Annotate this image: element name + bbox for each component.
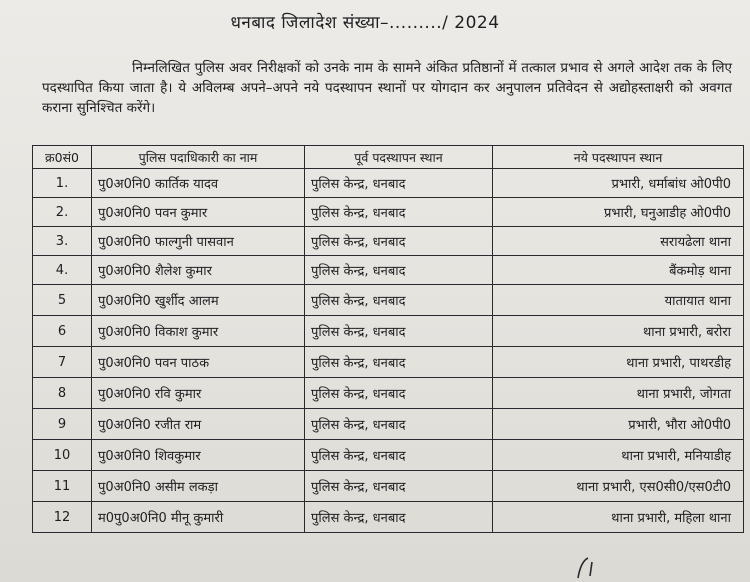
new-posting-cell: थाना प्रभारी, मनियाडीह — [493, 440, 744, 471]
order-paragraph — [42, 58, 732, 118]
serial-cell: 10 — [33, 440, 92, 471]
table-row — [33, 285, 744, 316]
table-row — [33, 316, 744, 347]
new-posting-cell: थाना प्रभारी, जोगता — [493, 378, 744, 409]
table-header-row — [33, 146, 744, 169]
serial-cell: 7 — [33, 347, 92, 378]
officer-name-cell: पु0अ0नि0 शिवकुमार — [92, 440, 305, 471]
table-row — [33, 502, 744, 533]
serial-cell: 6 — [33, 316, 92, 347]
header-officer-name: पुलिस पदाधिकारी का नाम — [92, 146, 305, 169]
serial-cell: 12 — [33, 502, 92, 533]
officer-name-cell: पु0अ0नि0 पवन कुमार — [92, 198, 305, 227]
previous-posting-cell: पुलिस केन्द्र, धनबाद — [305, 471, 493, 502]
previous-posting-cell: पुलिस केन्द्र, धनबाद — [305, 316, 493, 347]
handwritten-mark — [572, 556, 612, 580]
document-title: धनबाद जिलादेश संख्या–........./ 2024 — [230, 13, 500, 33]
officer-name-cell: पु0अ0नि0 रजीत राम — [92, 409, 305, 440]
previous-posting-cell: पुलिस केन्द्र, धनबाद — [305, 347, 493, 378]
new-posting-cell: थाना प्रभारी, एस0सी0/एस0टी0 — [493, 471, 744, 502]
previous-posting-cell: पुलिस केन्द्र, धनबाद — [305, 256, 493, 285]
officer-name-cell: म0पु0अ0नि0 मीनू कुमारी — [92, 502, 305, 533]
previous-posting-cell: पुलिस केन्द्र, धनबाद — [305, 198, 493, 227]
table-row — [33, 227, 744, 256]
table-row — [33, 378, 744, 409]
table-row — [33, 409, 744, 440]
table-row — [33, 440, 744, 471]
officer-name-cell: पु0अ0नि0 खुर्शीद आलम — [92, 285, 305, 316]
serial-cell: 5 — [33, 285, 92, 316]
previous-posting-cell: पुलिस केन्द्र, धनबाद — [305, 409, 493, 440]
serial-cell: 9 — [33, 409, 92, 440]
table-row — [33, 198, 744, 227]
previous-posting-cell: पुलिस केन्द्र, धनबाद — [305, 285, 493, 316]
previous-posting-cell: पुलिस केन्द्र, धनबाद — [305, 378, 493, 409]
new-posting-cell: थाना प्रभारी, महिला थाना — [493, 502, 744, 533]
officer-name-cell: पु0अ0नि0 फाल्गुनी पासवान — [92, 227, 305, 256]
officer-name-cell: पु0अ0नि0 रवि कुमार — [92, 378, 305, 409]
serial-cell: 1. — [33, 169, 92, 198]
header-new-posting: नये पदस्थापन स्थान — [493, 146, 744, 169]
new-posting-cell: बैंकमोड़ थाना — [493, 256, 744, 285]
officer-name-cell: पु0अ0नि0 कार्तिक यादव — [92, 169, 305, 198]
header-serial: क्र0सं0 — [33, 146, 92, 169]
new-posting-cell: प्रभारी, घनुआडीह ओ0पी0 — [493, 198, 744, 227]
new-posting-cell: यातायात थाना — [493, 285, 744, 316]
serial-cell: 11 — [33, 471, 92, 502]
serial-cell: 8 — [33, 378, 92, 409]
officer-name-cell: पु0अ0नि0 शैलेश कुमार — [92, 256, 305, 285]
officer-name-cell: पु0अ0नि0 पवन पाठक — [92, 347, 305, 378]
previous-posting-cell: पुलिस केन्द्र, धनबाद — [305, 440, 493, 471]
serial-cell: 3. — [33, 227, 92, 256]
new-posting-cell: थाना प्रभारी, पाथरडीह — [493, 347, 744, 378]
table-row — [33, 347, 744, 378]
previous-posting-cell: पुलिस केन्द्र, धनबाद — [305, 502, 493, 533]
serial-cell: 4. — [33, 256, 92, 285]
new-posting-cell: प्रभारी, भौरा ओ0पी0 — [493, 409, 744, 440]
serial-cell: 2. — [33, 198, 92, 227]
previous-posting-cell: पुलिस केन्द्र, धनबाद — [305, 169, 493, 198]
posting-table — [32, 145, 744, 533]
table-row — [33, 471, 744, 502]
previous-posting-cell: पुलिस केन्द्र, धनबाद — [305, 227, 493, 256]
officer-name-cell: पु0अ0नि0 विकाश कुमार — [92, 316, 305, 347]
table-row — [33, 169, 744, 198]
new-posting-cell: थाना प्रभारी, बरोरा — [493, 316, 744, 347]
table-row — [33, 256, 744, 285]
header-previous-posting: पूर्व पदस्थापन स्थान — [305, 146, 493, 169]
new-posting-cell: प्रभारी, धर्माबांध ओ0पी0 — [493, 169, 744, 198]
paragraph-text: निम्नलिखित पुलिस अवर निरीक्षकों को उनके नाम के सामने अंकित प्रतिष्ठानों में तत्काल प्रभाव से अगले आदेश तक के लिए पदस्थापित किया जाता है। ये अविलम्ब अपने–अपने नये पदस्थापन स्थानों पर योगदान कर अनुपालन प्रतिवेदन से अद्योहस्ताक्षरी को अवगत कराना सुनिश्चित करेंगे। — [42, 60, 732, 116]
table-body — [33, 169, 744, 533]
new-posting-cell: सरायढेला थाना — [493, 227, 744, 256]
officer-name-cell: पु0अ0नि0 असीम लकड़ा — [92, 471, 305, 502]
